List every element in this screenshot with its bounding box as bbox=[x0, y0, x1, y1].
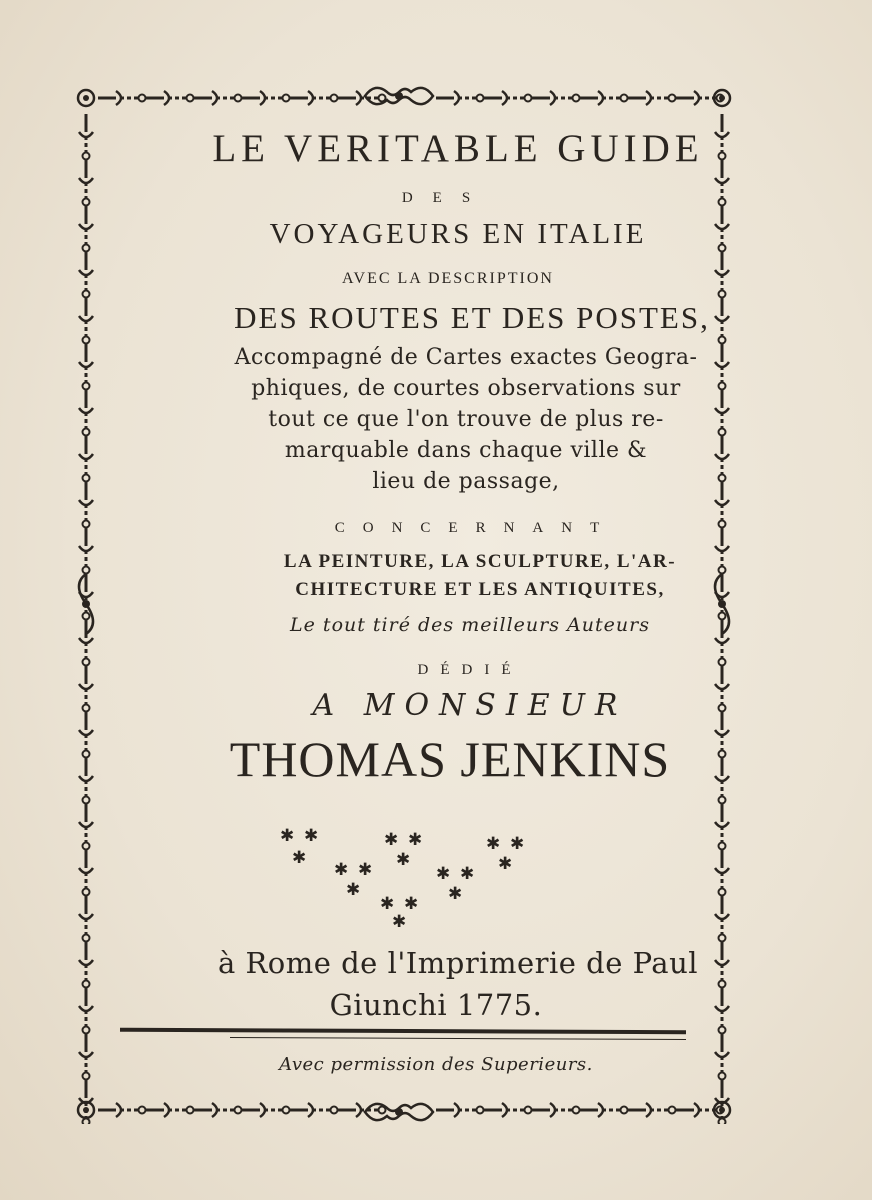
star-ornament: ✱ bbox=[304, 826, 319, 846]
avec-line: AVEC LA DESCRIPTION bbox=[342, 270, 554, 287]
subjects-line: CHITECTURE ET LES ANTIQUITES, bbox=[295, 579, 665, 600]
star-ornament: ✱ bbox=[384, 830, 399, 850]
description-line: phiques, de courtes observations sur bbox=[251, 376, 681, 401]
permission-line: Avec permission des Superieurs. bbox=[279, 1054, 593, 1075]
star-ornament: ✱ bbox=[510, 834, 525, 854]
star-ornament: ✱ bbox=[292, 848, 307, 868]
routes-line: DES ROUTES ET DES POSTES, bbox=[234, 300, 710, 335]
imprint-line-1: à Rome de l'Imprimerie de Paul bbox=[217, 946, 699, 980]
star-ornament: ✱ bbox=[448, 884, 463, 904]
star-ornament: ✱ bbox=[408, 830, 423, 850]
description-line: Accompagné de Cartes exactes Geogra- bbox=[234, 345, 698, 370]
dedie-line: DÉDIÉ bbox=[417, 662, 523, 678]
divider-rule-thin bbox=[230, 1037, 686, 1040]
description-line: marquable dans chaque ville & bbox=[284, 438, 648, 463]
star-ornament: ✱ bbox=[358, 860, 373, 880]
title-line-2: VOYAGEURS EN ITALIE bbox=[269, 218, 647, 250]
star-ornament: ✱ bbox=[280, 826, 295, 846]
title-line-1: LE VERITABLE GUIDE bbox=[212, 127, 704, 170]
concernant-line: CONCERNANT bbox=[334, 520, 618, 536]
star-ornament: ✱ bbox=[334, 860, 349, 880]
star-ornament: ✱ bbox=[404, 894, 419, 914]
subjects-block bbox=[0, 548, 872, 604]
monsieur-line: A MONSIEUR bbox=[312, 688, 628, 723]
star-ornament: ✱ bbox=[498, 854, 513, 874]
dedicatee-name: THOMAS JENKINS bbox=[229, 731, 671, 787]
star-ornament: ✱ bbox=[396, 850, 411, 870]
description-line: tout ce que l'on trouve de plus re- bbox=[268, 407, 664, 432]
imprint-line-2: Giunchi 1775. bbox=[329, 988, 543, 1022]
star-ornament: ✱ bbox=[436, 864, 451, 884]
sources-line: Le tout tiré des meilleurs Auteurs bbox=[290, 614, 650, 636]
star-ornament: ✱ bbox=[380, 894, 395, 914]
star-ornament: ✱ bbox=[460, 864, 475, 884]
title-des: DES bbox=[401, 190, 491, 206]
divider-rule bbox=[120, 1028, 686, 1034]
star-ornament: ✱ bbox=[486, 834, 501, 854]
description-line: lieu de passage, bbox=[372, 469, 560, 494]
description-paragraph bbox=[0, 342, 872, 497]
star-ornament: ✱ bbox=[346, 880, 361, 900]
subjects-line: LA PEINTURE, LA SCULPTURE, L'AR- bbox=[283, 551, 677, 572]
star-ornament: ✱ bbox=[392, 912, 407, 932]
